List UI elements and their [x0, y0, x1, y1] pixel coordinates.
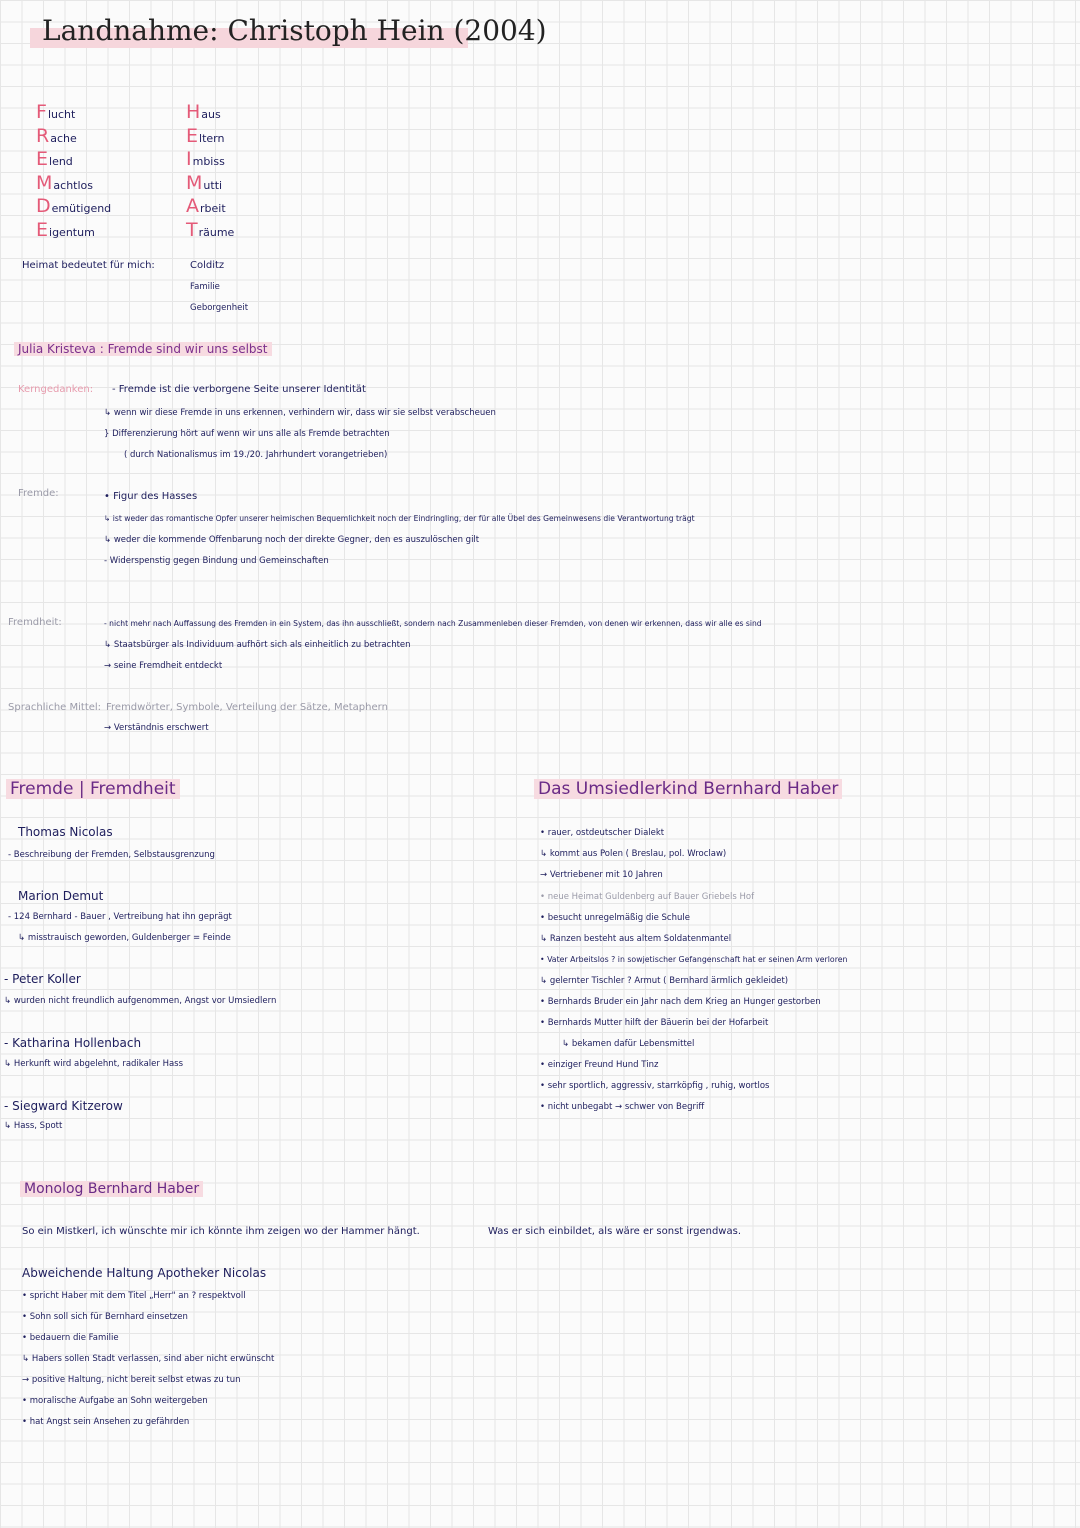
fremde-line: - Widerspenstig gegen Bindung und Gemeinschaften — [104, 556, 329, 566]
acrostic-fremde — [36, 102, 111, 243]
entry-name: Thomas Nicolas — [18, 825, 113, 839]
kerngedanken-line: - Fremde ist die verborgene Seite unserer Identität — [112, 384, 366, 395]
acrostic-line: Rache — [36, 124, 77, 147]
nicolas-line: • bedauern die Familie — [22, 1333, 119, 1343]
bernhard-line: • besucht unregelmäßig die Schule — [540, 913, 690, 923]
acrostic-line: Eltern — [186, 124, 225, 147]
entry-line: ↳ misstrauisch geworden, Guldenberger = Feinde — [18, 933, 231, 943]
bernhard-line: • sehr sportlich, aggressiv, starrköpfig , ruhig, wortlos — [540, 1081, 770, 1091]
nicolas-line: • spricht Haber mit dem Titel „Herr" an ? respektvoll — [22, 1291, 246, 1301]
entry-name: - Katharina Hollenbach — [4, 1036, 142, 1050]
entry-line: - Beschreibung der Fremden, Selbstausgrenzung — [8, 850, 215, 860]
acrostic-line: Eigentum — [36, 218, 95, 241]
fremdheit-line: - nicht mehr nach Auffassung des Fremden in ein System, das ihn ausschließt, sondern nach Zusammenleben dieser Fremden, von denen wir erkennen, dass wir alle es sind — [104, 619, 762, 628]
heimat-item: Geborgenheit — [190, 303, 249, 313]
entry-line: ↳ Herkunft wird abgelehnt, radikaler Hass — [4, 1059, 184, 1069]
acrostic-heimat — [186, 102, 234, 243]
fremdheit-line: ↳ Staatsbürger als Individuum aufhört sich als einheitlich zu betrachten — [104, 640, 411, 650]
nicolas-heading: Abweichende Haltung Apotheker Nicolas — [22, 1266, 267, 1280]
bernhard-line: • Bernhards Mutter hilft der Bäuerin bei der Hofarbeit — [540, 1018, 769, 1028]
monolog-heading: Monolog Bernhard Haber — [20, 1181, 203, 1197]
acrostic-line: Arbeit — [186, 195, 226, 217]
nicolas-line: • hat Angst sein Ansehen zu gefährden — [22, 1417, 190, 1427]
bernhard-line: • einziger Freund Hund Tinz — [540, 1060, 659, 1070]
bernhard-line: • Vater Arbeitslos ? in sowjetischer Gefangenschaft hat er seinen Arm verloren — [540, 955, 848, 964]
heimat-label: Heimat bedeutet für mich: — [22, 260, 155, 271]
sprache-result: → Verständnis erschwert — [104, 723, 209, 733]
monolog-line: Was er sich einbildet, als wäre er sonst irgendwas. — [488, 1226, 741, 1237]
heimat-item: Colditz — [190, 260, 225, 271]
bernhard-line: ↳ gelernter Tischler ? Armut ( Bernhard ärmlich gekleidet) — [540, 976, 789, 986]
kerngedanken-label: Kerngedanken: — [18, 384, 94, 395]
entry-name: - Peter Koller — [4, 972, 81, 986]
kerngedanken-line: ↳ wenn wir diese Fremde in uns erkennen, verhindern wir, dass wir sie selbst verabscheuen — [104, 408, 496, 418]
entry-line: ↳ wurden nicht freundlich aufgenommen, Angst vor Umsiedlern — [4, 996, 277, 1006]
kerngedanken-line: ( durch Nationalismus im 19./20. Jahrhundert vorangetrieben) — [124, 450, 388, 460]
bernhard-line: • neue Heimat Guldenberg auf Bauer Griebels Hof — [540, 892, 755, 902]
nicolas-line: • Sohn soll sich für Bernhard einsetzen — [22, 1312, 188, 1322]
bernhard-line: ↳ kommt aus Polen ( Breslau, pol. Wroclaw) — [540, 849, 727, 859]
fremde-label: Fremde: — [18, 488, 59, 499]
acrostic-line: Elend — [36, 148, 73, 170]
acrostic-line: Flucht — [36, 101, 76, 123]
bernhard-line: • nicht unbegabt → schwer von Begriff — [540, 1102, 705, 1112]
fremde-line: ↳ ist weder das romantische Opfer unserer heimischen Bequemlichkeit noch der Eindringling, der für alle Übel des Gemeinwesens die Verantwortung trägt — [104, 514, 695, 523]
entry-name: - Siegward Kitzerow — [4, 1099, 123, 1113]
sprache-text: Fremdwörter, Symbole, Verteilung der Sätze, Metaphern — [106, 702, 388, 713]
entry-line: ↳ Hass, Spott — [4, 1121, 63, 1131]
heimat-item: Familie — [190, 282, 220, 292]
bernhard-line: → Vertriebener mit 10 Jahren — [540, 870, 663, 880]
acrostic-line: Träume — [186, 218, 235, 241]
entry-name: Marion Demut — [18, 889, 104, 903]
bernhard-heading: Das Umsiedlerkind Bernhard Haber — [534, 779, 842, 799]
fremde-line: • Figur des Hasses — [104, 491, 198, 502]
acrostic-line: Machtlos — [36, 171, 93, 194]
fremde-line: ↳ weder die kommende Offenbarung noch der direkte Gegner, den es auszulöschen gilt — [104, 535, 480, 545]
monolog-line: So ein Mistkerl, ich wünschte mir ich könnte ihm zeigen wo der Hammer hängt. — [22, 1226, 420, 1237]
page-title: Landnahme: Christoph Hein (2004) — [42, 14, 547, 47]
bernhard-line: • rauer, ostdeutscher Dialekt — [540, 828, 665, 838]
entry-line: - 124 Bernhard - Bauer , Vertreibung hat ihn geprägt — [8, 912, 232, 922]
nicolas-line: • moralische Aufgabe an Sohn weitergeben — [22, 1396, 208, 1406]
fremdheit-line: → seine Fremdheit entdeckt — [104, 661, 223, 671]
nicolas-line: ↳ Habers sollen Stadt verlassen, sind aber nicht erwünscht — [22, 1354, 275, 1364]
kristeva-heading: Julia Kristeva : Fremde sind wir uns selbst — [14, 342, 272, 356]
bernhard-line: • Bernhards Bruder ein Jahr nach dem Krieg an Hunger gestorben — [540, 997, 821, 1007]
bernhard-line: ↳ bekamen dafür Lebensmittel — [562, 1039, 695, 1049]
acrostic-line: Imbiss — [186, 148, 225, 170]
acrostic-line: Demütigend — [36, 195, 112, 217]
bernhard-line: ↳ Ranzen besteht aus altem Soldatenmantel — [540, 934, 732, 944]
kerngedanken-line: } Differenzierung hört auf wenn wir uns alle als Fremde betrachten — [104, 429, 390, 439]
acrostic-line: Mutti — [186, 171, 223, 194]
sprache-label: Sprachliche Mittel: — [8, 702, 102, 713]
nicolas-line: → positive Haltung, nicht bereit selbst etwas zu tun — [22, 1375, 241, 1385]
fremde-section-heading: Fremde | Fremdheit — [6, 779, 180, 799]
acrostic-line: Haus — [186, 101, 221, 123]
fremdheit-label: Fremdheit: — [8, 617, 62, 628]
